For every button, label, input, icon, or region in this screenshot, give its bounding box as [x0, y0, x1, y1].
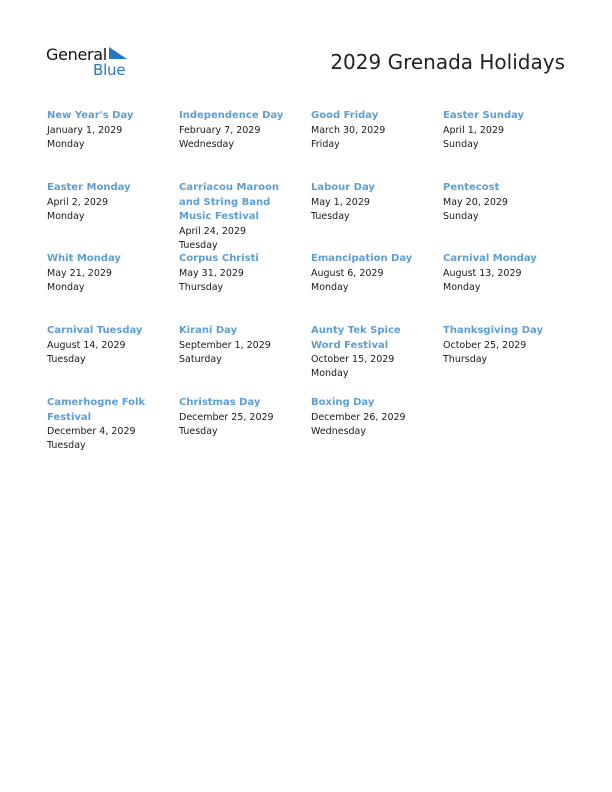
holiday-item — [179, 252, 311, 324]
holiday-date: August 6, 2029 — [311, 267, 384, 279]
holiday-name: Whit Monday — [47, 253, 121, 264]
holiday-weekday: Monday — [311, 281, 349, 293]
holiday-date: August 13, 2029 — [443, 267, 522, 279]
holiday-grid — [47, 109, 575, 468]
holiday-item — [443, 252, 575, 324]
holiday-date: October 15, 2029 — [311, 354, 395, 365]
holiday-item — [311, 396, 443, 468]
holiday-date: February 7, 2029 — [179, 124, 261, 136]
holiday-item — [179, 181, 311, 252]
holiday-weekday: Tuesday — [311, 210, 350, 222]
holiday-date: January 1, 2029 — [47, 124, 123, 136]
holiday-item — [311, 324, 443, 396]
holiday-weekday: Tuesday — [47, 440, 86, 451]
holiday-weekday: Tuesday — [179, 425, 218, 437]
holiday-date: December 4, 2029 — [47, 426, 136, 437]
holiday-weekday: Monday — [47, 138, 85, 150]
holiday-date: September 1, 2029 — [179, 339, 271, 351]
holiday-name: Kirani Day — [179, 325, 238, 336]
holiday-item — [47, 324, 179, 396]
holiday-date: March 30, 2029 — [311, 124, 386, 136]
holiday-weekday: Monday — [47, 281, 85, 293]
triangle-flag-icon — [107, 47, 127, 61]
holiday-weekday: Friday — [311, 138, 340, 150]
holiday-weekday: Thursday — [443, 353, 488, 365]
holiday-item — [47, 396, 179, 468]
holiday-item — [443, 181, 575, 252]
holiday-weekday: Wednesday — [179, 138, 235, 150]
holiday-name: Corpus Christi — [179, 253, 259, 264]
holiday-date: April 2, 2029 — [47, 196, 108, 208]
holiday-date: April 1, 2029 — [443, 124, 504, 136]
holiday-weekday: Tuesday — [179, 239, 218, 251]
holiday-item — [311, 109, 443, 181]
holiday-date: May 21, 2029 — [47, 267, 112, 279]
holiday-name: Carriacou Maroon and String Band Music Festival — [179, 182, 280, 222]
page-title: 2029 Grenada Holidays — [330, 50, 565, 74]
holiday-date: May 1, 2029 — [311, 196, 370, 208]
holiday-name: Carnival Tuesday — [47, 325, 143, 336]
holiday-name: Pentecost — [443, 182, 500, 193]
holiday-item — [311, 181, 443, 252]
holiday-date: May 31, 2029 — [179, 267, 244, 279]
holiday-name: Boxing Day — [311, 397, 375, 408]
holiday-name: Thanksgiving Day — [443, 325, 543, 336]
holiday-item — [443, 324, 575, 396]
holiday-date: December 26, 2029 — [311, 411, 406, 423]
holiday-item — [443, 109, 575, 181]
holiday-name: Labour Day — [311, 182, 375, 193]
logo — [46, 44, 136, 80]
holiday-item — [179, 109, 311, 181]
holiday-name: Carnival Monday — [443, 253, 537, 264]
holiday-item — [179, 324, 311, 396]
holiday-name: Emancipation Day — [311, 253, 413, 264]
holiday-date: April 24, 2029 — [179, 225, 247, 237]
holiday-weekday: Wednesday — [311, 425, 367, 437]
holiday-name: Easter Monday — [47, 182, 131, 193]
holiday-item — [179, 396, 311, 468]
holiday-weekday: Monday — [311, 368, 349, 379]
holiday-weekday: Tuesday — [47, 353, 86, 365]
holiday-weekday: Sunday — [443, 138, 479, 150]
logo-blue-text: Blue — [93, 61, 126, 79]
holiday-name: Aunty Tek Spice Word Festival — [311, 325, 401, 351]
holiday-weekday: Monday — [47, 210, 85, 222]
holiday-date: August 14, 2029 — [47, 339, 126, 351]
holiday-name: Christmas Day — [179, 397, 261, 408]
logo-general-text: General — [46, 45, 107, 64]
holiday-name: Easter Sunday — [443, 110, 525, 121]
holiday-name: Independence Day — [179, 110, 284, 121]
holiday-date: May 20, 2029 — [443, 196, 508, 208]
holiday-weekday: Monday — [443, 281, 481, 293]
holiday-name: New Year's Day — [47, 110, 134, 121]
holiday-weekday: Saturday — [179, 353, 222, 365]
holiday-weekday: Thursday — [179, 281, 224, 293]
holiday-item — [47, 252, 179, 324]
holiday-name: Good Friday — [311, 110, 379, 121]
holiday-item — [47, 181, 179, 252]
holiday-weekday: Sunday — [443, 210, 479, 222]
holiday-name: Camerhogne Folk Festival — [47, 397, 146, 423]
holiday-date: October 25, 2029 — [443, 339, 527, 351]
holiday-date: December 25, 2029 — [179, 411, 274, 423]
holiday-item — [47, 109, 179, 181]
holiday-item — [311, 252, 443, 324]
